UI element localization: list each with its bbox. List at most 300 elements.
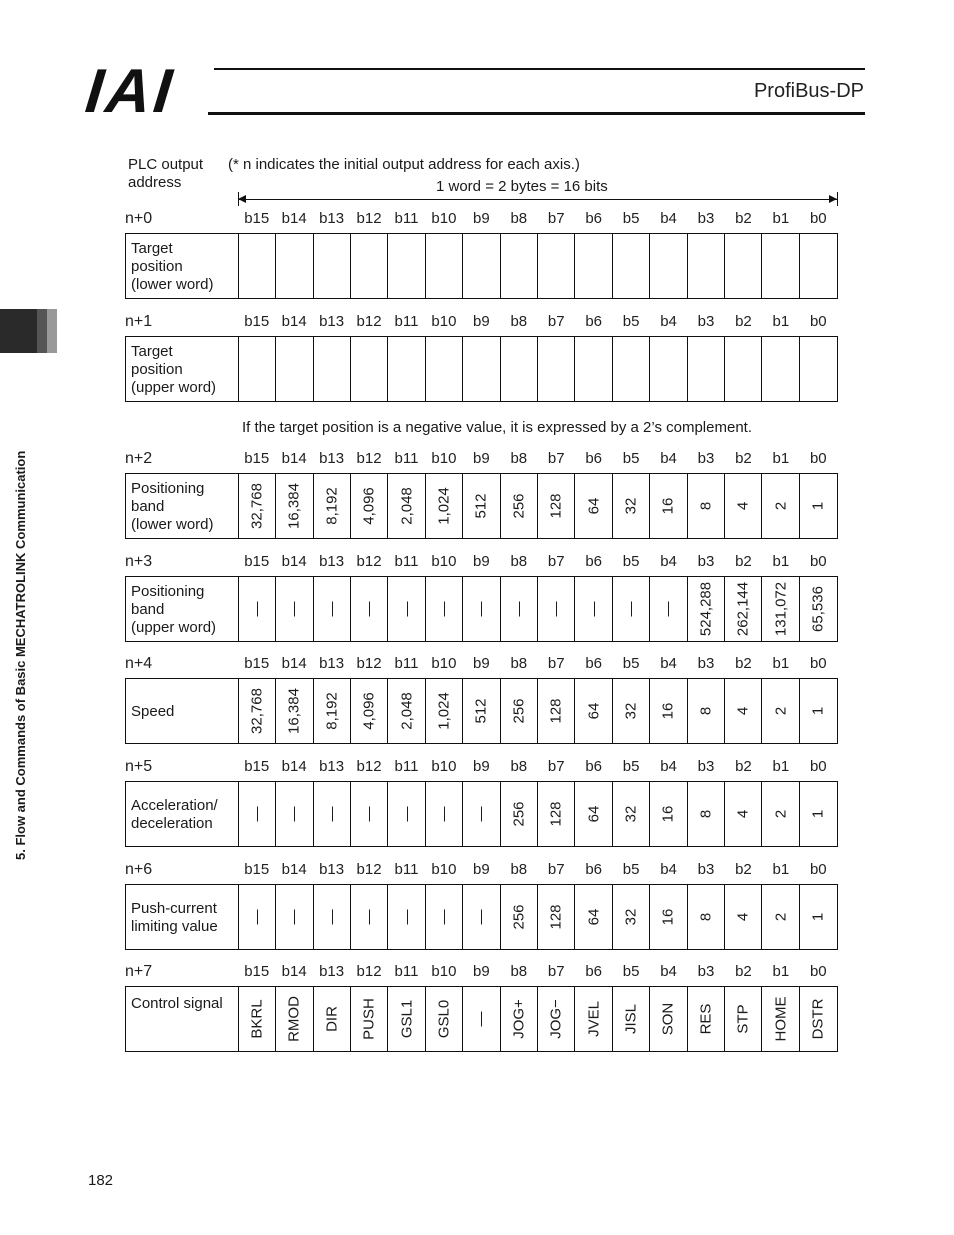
address-offset-label: n+7: [125, 963, 153, 980]
row-header: [125, 758, 838, 781]
bit-cell: [688, 679, 725, 743]
bit-cell: [426, 885, 463, 949]
bit-header: b15: [244, 861, 270, 878]
bit-cell: [276, 577, 313, 641]
bit-value: 2: [772, 912, 789, 922]
bit-value: 524,288: [697, 581, 715, 637]
bit-cell: [351, 577, 388, 641]
bit-header: b0: [809, 450, 827, 467]
chapter-side-title: 5. Flow and Commands of Basic MECHATROLINK Communication: [13, 450, 28, 860]
bit-cell: [800, 987, 837, 1051]
bit-cell: [725, 782, 762, 846]
bit-header: b14: [281, 758, 307, 775]
bit-cell: [575, 782, 612, 846]
bit-value: —: [323, 601, 341, 617]
bit-cell: [501, 234, 538, 298]
bit-value: —: [398, 601, 416, 617]
bit-header: b12: [356, 963, 382, 980]
bit-header: b2: [735, 861, 752, 878]
row-header: [125, 963, 838, 986]
bit-header: b7: [547, 553, 565, 570]
bit-value: 32,768: [248, 483, 266, 529]
bit-header: b15: [244, 553, 270, 570]
iai-logo: IAI: [82, 57, 178, 126]
bit-header: b1: [772, 861, 790, 878]
bit-value: 1: [809, 912, 827, 922]
bit-header: b4: [660, 655, 677, 672]
bit-header: b2: [735, 450, 752, 467]
bit-cell: [276, 885, 313, 949]
bit-value: 64: [585, 805, 603, 823]
bit-cell: [575, 474, 612, 538]
plc-output-address-label: PLC output address: [128, 156, 204, 191]
bit-value: 4: [734, 706, 752, 716]
bit-value: 4,096: [360, 692, 378, 730]
bit-header: b7: [547, 758, 565, 775]
bit-cell: [762, 679, 799, 743]
bit-cell: [725, 337, 762, 401]
bit-value: —: [360, 909, 378, 925]
bit-cell: [426, 679, 463, 743]
bit-cell: [725, 885, 762, 949]
bit-cell: [538, 474, 575, 538]
bit-cell: [239, 987, 276, 1051]
bit-header: b0: [809, 210, 827, 227]
bit-cell: [538, 577, 575, 641]
bit-header-row: [238, 450, 837, 467]
bit-value: HOME: [772, 996, 789, 1042]
bit-value: RMOD: [285, 996, 303, 1042]
bit-header: b13: [319, 313, 345, 330]
bit-cell: [239, 474, 276, 538]
bit-value: 4: [734, 912, 752, 922]
bit-header: b3: [697, 553, 715, 570]
bit-value: 2: [772, 706, 789, 716]
bit-header: b10: [431, 313, 457, 330]
bit-value: 262,144: [734, 581, 752, 637]
bit-header: b6: [585, 450, 602, 467]
bit-cell: [314, 337, 351, 401]
register-label: Target position (lower word): [126, 234, 239, 298]
bit-value: 32: [622, 497, 640, 515]
register-label: Control signal: [126, 987, 239, 1051]
bit-header: b1: [772, 963, 790, 980]
bit-value: 8: [697, 501, 715, 511]
bit-cell: [276, 474, 313, 538]
bit-value: JOG+: [510, 999, 528, 1039]
bit-header: b13: [319, 210, 345, 227]
bit-value: 2,048: [398, 692, 416, 730]
bit-value: —: [285, 601, 303, 617]
bit-cell: [800, 679, 837, 743]
bit-header: b10: [431, 553, 457, 570]
bit-header: b5: [622, 655, 640, 672]
bit-header: b15: [244, 963, 270, 980]
bit-header: b5: [622, 313, 640, 330]
bit-header: b8: [510, 758, 528, 775]
bit-value: 64: [585, 702, 603, 720]
bit-header: b5: [622, 553, 640, 570]
bit-value: 2: [772, 809, 789, 819]
chapter-tab-dark: [0, 309, 37, 353]
bit-header: b2: [735, 553, 752, 570]
bit-cell: [351, 234, 388, 298]
bit-value: —: [435, 909, 453, 925]
bit-header: b1: [772, 313, 790, 330]
bit-header: b4: [660, 313, 677, 330]
bit-cell: [725, 234, 762, 298]
bit-cell: [388, 577, 425, 641]
bit-cell: [650, 337, 687, 401]
header-rule-bottom: [208, 112, 865, 115]
bit-cell: [538, 987, 575, 1051]
bit-header-row: [238, 758, 837, 775]
bit-cell: [725, 679, 762, 743]
bit-header: b4: [660, 963, 677, 980]
bit-value: JISL: [622, 1003, 640, 1035]
bit-header: b4: [660, 553, 677, 570]
bit-cell: [463, 577, 500, 641]
bit-cell: [351, 679, 388, 743]
bit-value: 128: [547, 698, 565, 724]
bit-header: b13: [319, 963, 345, 980]
bit-header: b10: [431, 758, 457, 775]
bit-cell: [463, 679, 500, 743]
bit-cell: [501, 782, 538, 846]
bit-value: —: [323, 806, 341, 822]
row-header: [125, 313, 838, 336]
bit-value: —: [472, 601, 490, 617]
bit-value: 16,384: [285, 688, 303, 734]
bit-header: b11: [394, 450, 419, 467]
bit-value: DSTR: [809, 998, 827, 1040]
bit-value: 4: [734, 501, 752, 511]
bit-header: b4: [660, 450, 677, 467]
bit-header: b5: [622, 758, 640, 775]
bit-header: b11: [394, 963, 419, 980]
bit-header: b3: [697, 963, 715, 980]
chapter-tab-light: [47, 309, 57, 353]
bit-cell: [239, 337, 276, 401]
bit-cell: [463, 234, 500, 298]
bit-header: b10: [431, 963, 457, 980]
bit-cell: [688, 885, 725, 949]
bit-header: b15: [244, 313, 270, 330]
bit-value: 4,096: [360, 487, 378, 525]
bit-value: 32: [622, 702, 640, 720]
bit-cell: [314, 474, 351, 538]
bit-cell: [276, 782, 313, 846]
bit-value: 1,024: [435, 692, 453, 730]
register-row: [125, 313, 838, 402]
bit-header: b2: [735, 210, 752, 227]
bit-value: 64: [585, 908, 603, 926]
bit-value: 16: [659, 497, 677, 515]
bit-header: b1: [772, 655, 790, 672]
bit-cell: [314, 577, 351, 641]
bit-cell: [351, 987, 388, 1051]
bit-header-row: [238, 963, 837, 980]
row-header: [125, 655, 838, 678]
bit-cell: [501, 474, 538, 538]
bit-cell: [688, 337, 725, 401]
address-offset-label: n+4: [125, 655, 153, 672]
chapter-tab-mid: [37, 309, 47, 353]
bit-header: b4: [660, 210, 677, 227]
bit-header: b14: [281, 313, 307, 330]
bit-value: 256: [510, 801, 528, 827]
bit-header: b3: [697, 758, 715, 775]
bit-value: 8: [697, 912, 715, 922]
bit-header: b3: [697, 313, 715, 330]
bit-value: 512: [472, 698, 490, 724]
bit-cell: [650, 234, 687, 298]
bit-cell: [239, 679, 276, 743]
address-offset-label: n+5: [125, 758, 153, 775]
bit-cell: [276, 337, 313, 401]
bit-header: b11: [394, 553, 419, 570]
bit-cell: [575, 679, 612, 743]
address-offset-label: n+0: [125, 210, 153, 227]
bit-header: b8: [510, 450, 528, 467]
bit-value: —: [248, 806, 266, 822]
bit-cell: [501, 679, 538, 743]
bit-value: —: [472, 909, 490, 925]
bit-value: STP: [734, 1004, 752, 1034]
bit-header: b14: [281, 553, 307, 570]
bit-value: —: [510, 601, 528, 617]
bit-value: 1: [809, 809, 827, 819]
bit-header: b3: [697, 210, 715, 227]
bit-grid: [125, 781, 838, 847]
bit-header: b12: [356, 313, 382, 330]
bit-value: 256: [510, 493, 528, 519]
bit-cell: [688, 782, 725, 846]
bit-cell: [239, 782, 276, 846]
bit-value: —: [472, 1011, 490, 1027]
bit-cell: [314, 987, 351, 1051]
address-offset-label: n+1: [125, 313, 153, 330]
bit-header: b15: [244, 758, 270, 775]
bit-header-row: [238, 655, 837, 672]
word-size-label: 1 word = 2 bytes = 16 bits: [436, 178, 608, 195]
bit-grid: [125, 233, 838, 299]
bit-value: GSL1: [398, 999, 416, 1039]
bit-value: 1,024: [435, 487, 453, 525]
bit-grid: [125, 576, 838, 642]
bit-header: b7: [547, 655, 565, 672]
bit-cell: [463, 782, 500, 846]
bit-header: b11: [394, 655, 419, 672]
bit-cell: [800, 234, 837, 298]
address-offset-label: n+2: [125, 450, 153, 467]
bit-cell: [463, 337, 500, 401]
bit-value: —: [285, 909, 303, 925]
bit-value: 2,048: [398, 487, 416, 525]
bit-header: b3: [697, 655, 715, 672]
bit-cell: [762, 885, 799, 949]
bit-cell: [688, 474, 725, 538]
bit-value: 256: [510, 904, 528, 930]
bit-header: b12: [356, 553, 382, 570]
bit-cell: [388, 337, 425, 401]
bit-value: SON: [659, 1002, 677, 1036]
bit-cell: [575, 885, 612, 949]
bit-cell: [276, 987, 313, 1051]
bit-value: 16: [659, 908, 677, 926]
bit-header: b2: [735, 313, 752, 330]
bit-value: 128: [547, 904, 565, 930]
bit-value: 8: [697, 706, 715, 716]
bit-cell: [314, 679, 351, 743]
bit-cell: [388, 474, 425, 538]
bit-cell: [388, 885, 425, 949]
bit-cell: [351, 474, 388, 538]
bit-cell: [725, 987, 762, 1051]
bit-cell: [463, 885, 500, 949]
bit-value: —: [585, 601, 603, 617]
register-row: [125, 758, 838, 847]
bit-value: JOG−: [547, 999, 565, 1039]
row-header: [125, 553, 838, 576]
bit-cell: [314, 782, 351, 846]
bit-header: b15: [244, 210, 270, 227]
bit-cell: [463, 987, 500, 1051]
bit-header: b0: [809, 861, 827, 878]
bit-cell: [388, 234, 425, 298]
bit-cell: [613, 337, 650, 401]
bit-header: b10: [431, 861, 457, 878]
bit-cell: [314, 885, 351, 949]
bit-value: —: [472, 806, 490, 822]
bit-value: —: [435, 601, 453, 617]
bit-value: PUSH: [360, 998, 378, 1040]
bit-header: b6: [585, 758, 602, 775]
bit-cell: [501, 885, 538, 949]
address-offset-label: n+6: [125, 861, 153, 878]
bit-header: b5: [622, 450, 640, 467]
bit-value: 4: [734, 809, 752, 819]
row-header: [125, 861, 838, 884]
bit-header: b7: [547, 450, 565, 467]
bit-value: JVEL: [585, 1001, 603, 1037]
register-label: Acceleration/ deceleration: [126, 782, 239, 846]
bit-cell: [239, 577, 276, 641]
bit-header: b15: [244, 655, 270, 672]
bit-header: b10: [431, 450, 457, 467]
bit-cell: [650, 782, 687, 846]
bit-header: b12: [356, 861, 382, 878]
bit-cell: [426, 577, 463, 641]
bit-header: b3: [697, 450, 715, 467]
bit-value: 1: [809, 501, 827, 511]
bit-cell: [613, 474, 650, 538]
bit-header: b0: [809, 758, 827, 775]
bit-cell: [388, 782, 425, 846]
bit-cell: [426, 474, 463, 538]
bit-header: b11: [394, 758, 419, 775]
bit-header: b6: [585, 861, 602, 878]
bit-grid: [125, 678, 838, 744]
bit-header: b13: [319, 655, 345, 672]
bit-value: —: [622, 601, 640, 617]
bit-cell: [688, 577, 725, 641]
bit-header: b2: [735, 963, 752, 980]
bit-value: 256: [510, 698, 528, 724]
bit-value: —: [248, 601, 266, 617]
register-row: [125, 655, 838, 744]
bit-cell: [762, 234, 799, 298]
bit-cell: [800, 885, 837, 949]
header-rule-top: [214, 68, 865, 70]
bit-header: b6: [585, 313, 602, 330]
bit-header: b6: [585, 210, 602, 227]
bit-header: b9: [473, 861, 490, 878]
bit-header: b12: [356, 655, 382, 672]
bit-value: 1: [809, 706, 827, 716]
bit-cell: [426, 337, 463, 401]
bit-cell: [800, 577, 837, 641]
bit-cell: [650, 577, 687, 641]
bit-value: RES: [697, 1003, 715, 1035]
bit-cell: [538, 234, 575, 298]
bit-cell: [351, 337, 388, 401]
bit-cell: [351, 782, 388, 846]
bit-header: b8: [510, 963, 528, 980]
bit-value: —: [659, 601, 677, 617]
bit-cell: [388, 679, 425, 743]
row-header: [125, 450, 838, 473]
arrow-right-head: [829, 195, 837, 203]
bit-header: b13: [319, 450, 345, 467]
bit-header: b7: [547, 210, 565, 227]
bit-cell: [501, 987, 538, 1051]
bit-header: b1: [772, 210, 790, 227]
bit-cell: [314, 234, 351, 298]
register-row: [125, 963, 838, 1052]
bit-header: b4: [660, 758, 677, 775]
bit-value: —: [435, 806, 453, 822]
bit-value: —: [547, 601, 565, 617]
register-row: [125, 553, 838, 642]
bit-cell: [762, 474, 799, 538]
bit-value: 16,384: [285, 483, 303, 529]
bit-cell: [762, 337, 799, 401]
bit-header: b4: [660, 861, 677, 878]
bit-cell: [800, 337, 837, 401]
bit-header-row: [238, 313, 837, 330]
bit-header: b8: [510, 553, 528, 570]
bit-cell: [575, 234, 612, 298]
bit-value: 128: [547, 493, 565, 519]
bit-header: b1: [772, 553, 790, 570]
bit-header: b14: [281, 655, 307, 672]
register-label: Positioning band (upper word): [126, 577, 239, 641]
bit-header: b11: [394, 861, 419, 878]
bit-header: b5: [622, 861, 640, 878]
bit-header: b9: [473, 963, 490, 980]
register-label: Positioning band (lower word): [126, 474, 239, 538]
bit-cell: [762, 782, 799, 846]
bit-header: b13: [319, 553, 345, 570]
bit-cell: [276, 679, 313, 743]
bit-value: 64: [585, 497, 603, 515]
bit-header: b8: [510, 313, 528, 330]
bit-header: b6: [585, 553, 602, 570]
bit-header: b11: [394, 313, 419, 330]
bit-value: —: [323, 909, 341, 925]
bit-value: 32: [622, 908, 640, 926]
